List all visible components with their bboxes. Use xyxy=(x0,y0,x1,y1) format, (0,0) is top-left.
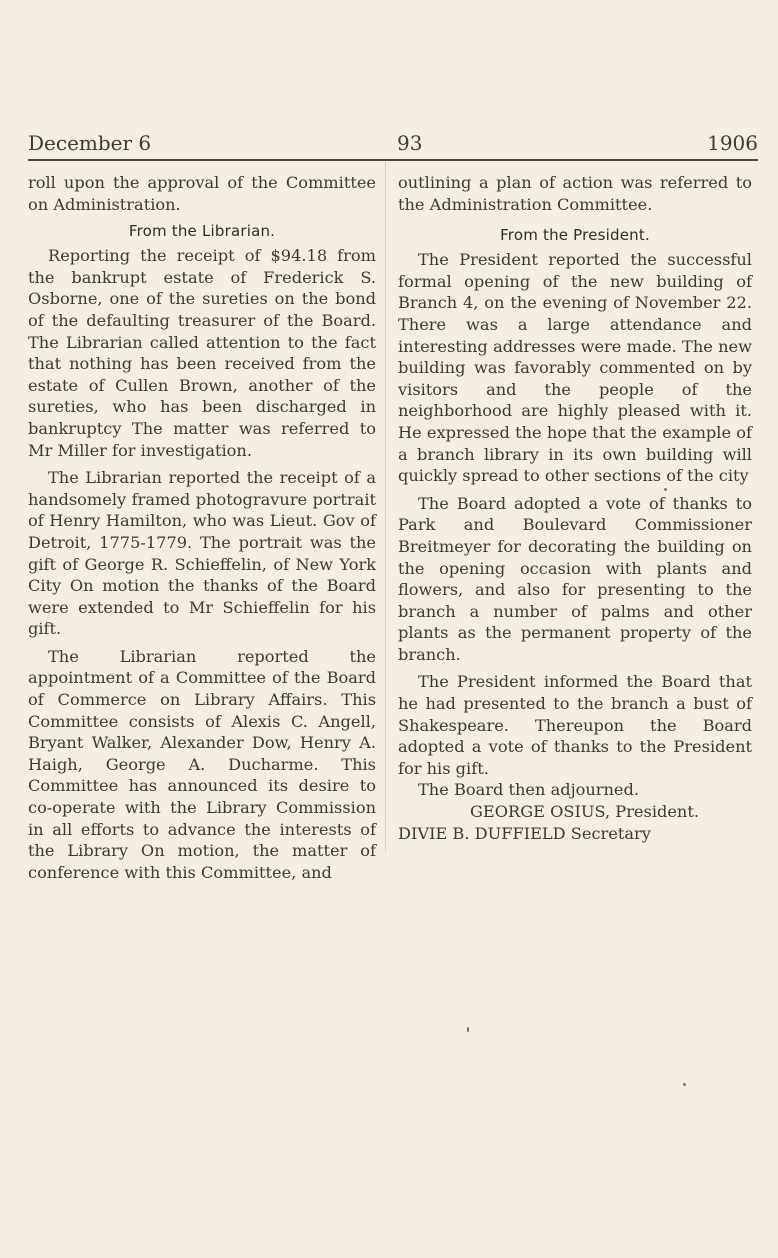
right-column xyxy=(398,172,752,845)
page-header xyxy=(28,131,758,161)
paper-speck xyxy=(664,488,667,491)
page-number: 93 xyxy=(397,131,423,155)
librarian-heading: From the Librarian. xyxy=(128,222,276,241)
president-paragraph-1: The President reported the successful formal opening of the new building of Branch 4, on the evening of November 22. There was a large attendance and interesting addresses were made. The new building was favorably commented on by visitors and the people of the neighborhood are highly pleased with it. He expressed the hope that the example of a branch library in its own building will quickly spread to other sections of the city xyxy=(398,250,752,486)
header-date: December 6 xyxy=(28,131,152,155)
column-divider xyxy=(385,162,386,852)
president-paragraph-2: The Board adopted a vote of thanks to Park and Boulevard Commissioner Breitmeyer for decorating the building on the opening occasion with plants and flowers, and also for presenting to the branch a number of palms and other plants as the permanent property of the branch. xyxy=(398,493,752,664)
secretary-signature: DIVIE B. DUFFIELD Secretary xyxy=(398,824,651,844)
librarian-paragraph-3: The Librarian reported the appointment of a Committee of the Board of Commerce on Library Affairs. This Committee consists of Alexis C. Angell, Bryant Walker, Alexander Dow, Henry A. Haigh, George A. Ducharme. This Committee has announced its desire to co-operate with the Library Commission in all efforts to advance the interests of the Library On motion, the matter of conference with this Committee, and xyxy=(28,646,376,882)
librarian-paragraph-1: Reporting the receipt of $94.18 from the bankrupt estate of Frederick S. Osborne, one of the sureties on the bond of the defaulting treasurer of the Board. The Librarian called attention to the fact that nothing has been received from the estate of Cullen Brown, another of the sureties, who has been discharged in bankruptcy The matter was referred to Mr Miller for investigation. xyxy=(28,246,376,460)
paper-speck xyxy=(467,1027,469,1032)
president-signature: GEORGE OSIUS, President. xyxy=(470,802,700,822)
left-column xyxy=(28,172,376,883)
right-paragraph-continuation: outlining a plan of action was referred to the Administration Committee. xyxy=(398,173,752,214)
adjourned-line: The Board then adjourned. xyxy=(418,780,640,800)
header-year: 1906 xyxy=(707,131,758,155)
president-heading: From the President. xyxy=(500,226,650,245)
left-paragraph-continuation: roll upon the approval of the Committee on Administration. xyxy=(28,173,376,214)
president-paragraph-3: The President informed the Board that he had presented to the branch a bust of Shakespeare. Thereupon the Board adopted a vote of thanks to the President for his gift. xyxy=(398,672,752,778)
librarian-paragraph-2: The Librarian reported the receipt of a handsomely framed photogravure portrait of Henry Hamilton, who was Lieut. Gov of Detroit, 1775-1779. The portrait was the gift of George R. Schieffelin, of New York City On motion the thanks of the Board were extended to Mr Schieffelin for his gift. xyxy=(28,468,376,639)
paper-speck xyxy=(683,1083,686,1086)
